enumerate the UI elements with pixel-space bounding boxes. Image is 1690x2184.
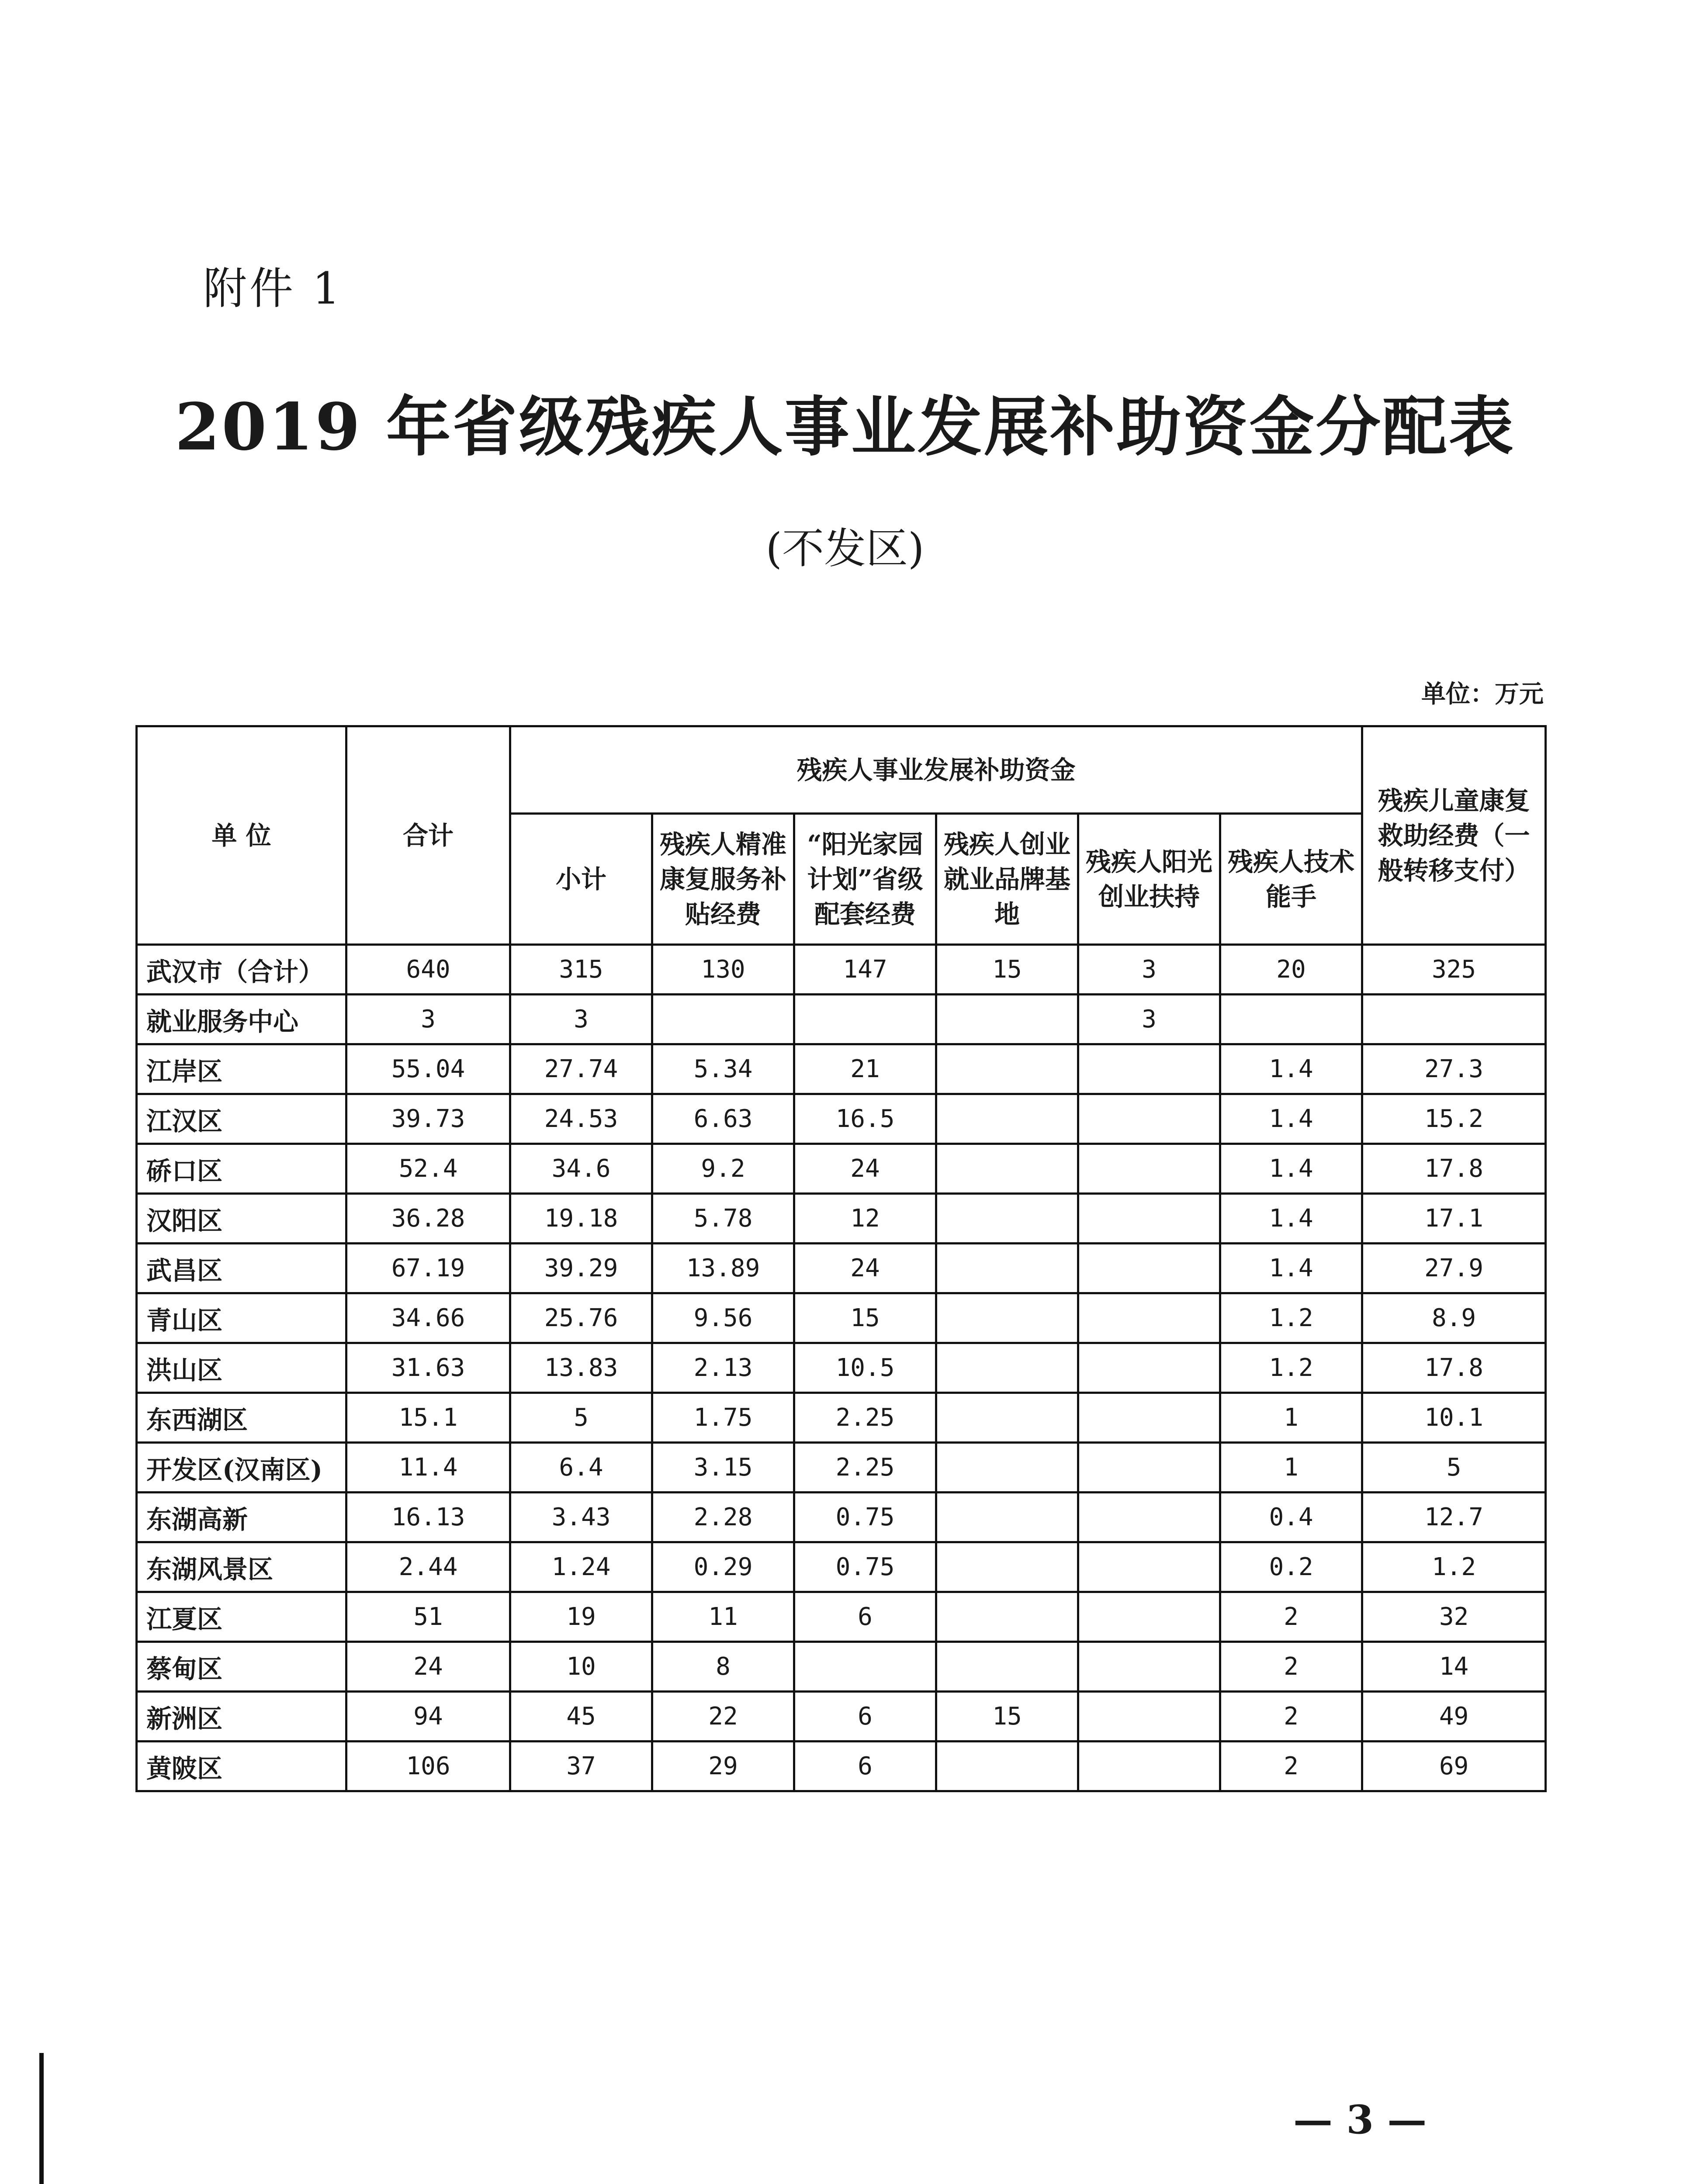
cell-subtotal: 13.83 [510, 1343, 652, 1393]
cell-subtotal: 27.74 [510, 1044, 652, 1094]
cell-child-rehab: 14 [1362, 1642, 1546, 1692]
table-row [137, 1144, 1546, 1194]
cell-subtotal: 24.53 [510, 1094, 652, 1144]
cell-employment-base [936, 1642, 1078, 1692]
cell-rehab: 9.2 [652, 1144, 794, 1194]
cell-rehab: 29 [652, 1742, 794, 1791]
cell-sunshine-home: 24 [794, 1244, 936, 1293]
cell-tech-expert: 1.2 [1220, 1343, 1362, 1393]
cell-employment-base [936, 995, 1078, 1044]
table-body [137, 945, 1546, 1791]
cell-subtotal: 3 [510, 995, 652, 1044]
cell-unit: 洪山区 [137, 1343, 346, 1393]
cell-employment-base: 15 [936, 1692, 1078, 1742]
header-child-rehab: 残疾儿童康复救助经费（一般转移支付） [1362, 726, 1546, 945]
cell-subtotal: 3.43 [510, 1493, 652, 1542]
cell-tech-expert: 1.4 [1220, 1244, 1362, 1293]
cell-subtotal: 1.24 [510, 1542, 652, 1592]
cell-rehab: 13.89 [652, 1244, 794, 1293]
cell-unit: 江夏区 [137, 1592, 346, 1642]
cell-employment-base [936, 1194, 1078, 1244]
page-number: — 3 — [1293, 2097, 1427, 2143]
cell-subtotal: 37 [510, 1742, 652, 1791]
table-row [137, 995, 1546, 1044]
cell-rehab: 2.13 [652, 1343, 794, 1393]
header-subtotal: 小计 [510, 814, 652, 945]
cell-sunshine-home: 2.25 [794, 1393, 936, 1443]
cell-total: 39.73 [346, 1094, 510, 1144]
cell-tech-expert: 2 [1220, 1642, 1362, 1692]
cell-total: 36.28 [346, 1194, 510, 1244]
cell-total: 3 [346, 995, 510, 1044]
cell-rehab: 0.29 [652, 1542, 794, 1592]
cell-unit: 江岸区 [137, 1044, 346, 1094]
cell-sunshine-startup [1078, 1244, 1220, 1293]
table-row [137, 1293, 1546, 1343]
cell-employment-base: 15 [936, 945, 1078, 995]
cell-subtotal: 25.76 [510, 1293, 652, 1343]
cell-employment-base [936, 1542, 1078, 1592]
cell-sunshine-home: 6 [794, 1742, 936, 1791]
cell-subtotal: 34.6 [510, 1144, 652, 1194]
cell-tech-expert: 20 [1220, 945, 1362, 995]
cell-unit: 汉阳区 [137, 1194, 346, 1244]
table-row [137, 1044, 1546, 1094]
cell-sunshine-startup [1078, 1742, 1220, 1791]
cell-rehab [652, 995, 794, 1044]
cell-sunshine-home: 0.75 [794, 1542, 936, 1592]
document-title: 2019 年省级残疾人事业发展补助资金分配表 [175, 389, 1515, 465]
cell-subtotal: 45 [510, 1692, 652, 1742]
cell-sunshine-home: 24 [794, 1144, 936, 1194]
table-row [137, 1393, 1546, 1443]
cell-unit: 东西湖区 [137, 1393, 346, 1443]
cell-employment-base [936, 1742, 1078, 1791]
table-row [137, 1542, 1546, 1592]
header-unit: 单 位 [137, 726, 346, 945]
header-tech-expert: 残疾人技术能手 [1220, 814, 1362, 945]
cell-tech-expert: 1.4 [1220, 1094, 1362, 1144]
cell-child-rehab: 15.2 [1362, 1094, 1546, 1144]
cell-sunshine-startup [1078, 1542, 1220, 1592]
cell-tech-expert [1220, 995, 1362, 1044]
table-row [137, 1094, 1546, 1144]
cell-subtotal: 10 [510, 1642, 652, 1692]
cell-sunshine-home: 21 [794, 1044, 936, 1094]
cell-total: 15.1 [346, 1393, 510, 1443]
cell-tech-expert: 1.4 [1220, 1044, 1362, 1094]
cell-total: 16.13 [346, 1493, 510, 1542]
cell-child-rehab: 49 [1362, 1692, 1546, 1742]
header-total: 合计 [346, 726, 510, 945]
cell-subtotal: 5 [510, 1393, 652, 1443]
cell-total: 11.4 [346, 1443, 510, 1493]
cell-unit: 武昌区 [137, 1244, 346, 1293]
cell-rehab: 22 [652, 1692, 794, 1742]
cell-employment-base [936, 1343, 1078, 1393]
header-employment-base: 残疾人创业就业品牌基地 [936, 814, 1078, 945]
cell-child-rehab: 69 [1362, 1742, 1546, 1791]
cell-sunshine-startup [1078, 1293, 1220, 1343]
cell-employment-base [936, 1293, 1078, 1343]
cell-sunshine-startup [1078, 1094, 1220, 1144]
table-row [137, 1493, 1546, 1542]
cell-sunshine-startup: 3 [1078, 995, 1220, 1044]
cell-total: 640 [346, 945, 510, 995]
cell-sunshine-startup [1078, 1144, 1220, 1194]
cell-rehab: 6.63 [652, 1094, 794, 1144]
cell-child-rehab: 8.9 [1362, 1293, 1546, 1343]
cell-tech-expert: 0.4 [1220, 1493, 1362, 1542]
scan-margin-mark [39, 2053, 44, 2184]
cell-child-rehab: 17.8 [1362, 1343, 1546, 1393]
allocation-table [135, 725, 1545, 1792]
cell-rehab: 5.34 [652, 1044, 794, 1094]
cell-rehab: 9.56 [652, 1293, 794, 1343]
cell-sunshine-startup [1078, 1044, 1220, 1094]
cell-tech-expert: 1.4 [1220, 1144, 1362, 1194]
cell-tech-expert: 2 [1220, 1592, 1362, 1642]
cell-tech-expert: 1.2 [1220, 1293, 1362, 1343]
cell-sunshine-home: 10.5 [794, 1343, 936, 1393]
cell-employment-base [936, 1144, 1078, 1194]
header-sunshine-home: “阳光家园计划”省级配套经费 [794, 814, 936, 945]
cell-unit: 东湖高新 [137, 1493, 346, 1542]
table-row [137, 1194, 1546, 1244]
cell-sunshine-startup [1078, 1343, 1220, 1393]
cell-rehab: 130 [652, 945, 794, 995]
cell-sunshine-startup: 3 [1078, 945, 1220, 995]
cell-sunshine-home [794, 995, 936, 1044]
cell-sunshine-startup [1078, 1592, 1220, 1642]
cell-child-rehab: 27.3 [1362, 1044, 1546, 1094]
cell-sunshine-home [794, 1642, 936, 1692]
cell-rehab: 3.15 [652, 1443, 794, 1493]
cell-unit: 新洲区 [137, 1692, 346, 1742]
attachment-label: 附件 1 [203, 263, 343, 314]
cell-sunshine-home: 12 [794, 1194, 936, 1244]
cell-rehab: 2.28 [652, 1493, 794, 1542]
table-row [137, 1742, 1546, 1791]
cell-child-rehab: 12.7 [1362, 1493, 1546, 1542]
cell-subtotal: 19.18 [510, 1194, 652, 1244]
cell-sunshine-startup [1078, 1443, 1220, 1493]
cell-total: 2.44 [346, 1542, 510, 1592]
table-row [137, 1642, 1546, 1692]
cell-child-rehab: 325 [1362, 945, 1546, 995]
table-row [137, 1343, 1546, 1393]
cell-subtotal: 39.29 [510, 1244, 652, 1293]
header-rehab: 残疾人精准康复服务补贴经费 [652, 814, 794, 945]
cell-tech-expert: 1 [1220, 1393, 1362, 1443]
cell-rehab: 5.78 [652, 1194, 794, 1244]
cell-unit: 蔡甸区 [137, 1642, 346, 1692]
cell-sunshine-home: 6 [794, 1692, 936, 1742]
cell-sunshine-startup [1078, 1493, 1220, 1542]
cell-child-rehab: 17.8 [1362, 1144, 1546, 1194]
cell-unit: 武汉市（合计） [137, 945, 346, 995]
unit-label: 单位：万元 [1421, 680, 1544, 708]
cell-tech-expert: 1.4 [1220, 1194, 1362, 1244]
cell-rehab: 11 [652, 1592, 794, 1642]
table-row [137, 1443, 1546, 1493]
cell-total: 106 [346, 1742, 510, 1791]
cell-unit: 就业服务中心 [137, 995, 346, 1044]
cell-sunshine-startup [1078, 1692, 1220, 1742]
cell-sunshine-home: 147 [794, 945, 936, 995]
cell-child-rehab: 17.1 [1362, 1194, 1546, 1244]
cell-employment-base [936, 1493, 1078, 1542]
cell-subtotal: 6.4 [510, 1443, 652, 1493]
cell-total: 55.04 [346, 1044, 510, 1094]
cell-sunshine-home: 0.75 [794, 1493, 936, 1542]
cell-unit: 东湖风景区 [137, 1542, 346, 1592]
cell-rehab: 1.75 [652, 1393, 794, 1443]
cell-tech-expert: 2 [1220, 1692, 1362, 1742]
cell-total: 94 [346, 1692, 510, 1742]
cell-child-rehab: 5 [1362, 1443, 1546, 1493]
cell-sunshine-home: 2.25 [794, 1443, 936, 1493]
cell-sunshine-home: 15 [794, 1293, 936, 1343]
cell-child-rehab: 1.2 [1362, 1542, 1546, 1592]
document-subtitle: (不发区) [765, 524, 925, 573]
cell-total: 51 [346, 1592, 510, 1642]
cell-tech-expert: 1 [1220, 1443, 1362, 1493]
table-row [137, 1244, 1546, 1293]
cell-employment-base [936, 1094, 1078, 1144]
cell-sunshine-startup [1078, 1642, 1220, 1692]
cell-employment-base [936, 1044, 1078, 1094]
cell-child-rehab: 32 [1362, 1592, 1546, 1642]
cell-tech-expert: 0.2 [1220, 1542, 1362, 1592]
header-sunshine-startup: 残疾人阳光创业扶持 [1078, 814, 1220, 945]
cell-total: 31.63 [346, 1343, 510, 1393]
cell-rehab: 8 [652, 1642, 794, 1692]
cell-total: 24 [346, 1642, 510, 1692]
cell-employment-base [936, 1244, 1078, 1293]
cell-employment-base [936, 1592, 1078, 1642]
cell-unit: 青山区 [137, 1293, 346, 1343]
cell-unit: 开发区(汉南区) [137, 1443, 346, 1493]
cell-unit: 江汉区 [137, 1094, 346, 1144]
cell-sunshine-startup [1078, 1393, 1220, 1443]
cell-sunshine-home: 16.5 [794, 1094, 936, 1144]
cell-child-rehab: 10.1 [1362, 1393, 1546, 1443]
cell-sunshine-startup [1078, 1194, 1220, 1244]
cell-sunshine-home: 6 [794, 1592, 936, 1642]
table-row [137, 1592, 1546, 1642]
cell-employment-base [936, 1393, 1078, 1443]
cell-unit: 黄陂区 [137, 1742, 346, 1791]
header-group: 残疾人事业发展补助资金 [510, 726, 1362, 814]
table-row [137, 1692, 1546, 1742]
table-row [137, 945, 1546, 995]
cell-subtotal: 19 [510, 1592, 652, 1642]
cell-total: 67.19 [346, 1244, 510, 1293]
cell-child-rehab [1362, 995, 1546, 1044]
cell-tech-expert: 2 [1220, 1742, 1362, 1791]
cell-total: 34.66 [346, 1293, 510, 1343]
cell-child-rehab: 27.9 [1362, 1244, 1546, 1293]
cell-unit: 硚口区 [137, 1144, 346, 1194]
cell-employment-base [936, 1443, 1078, 1493]
cell-subtotal: 315 [510, 945, 652, 995]
cell-total: 52.4 [346, 1144, 510, 1194]
